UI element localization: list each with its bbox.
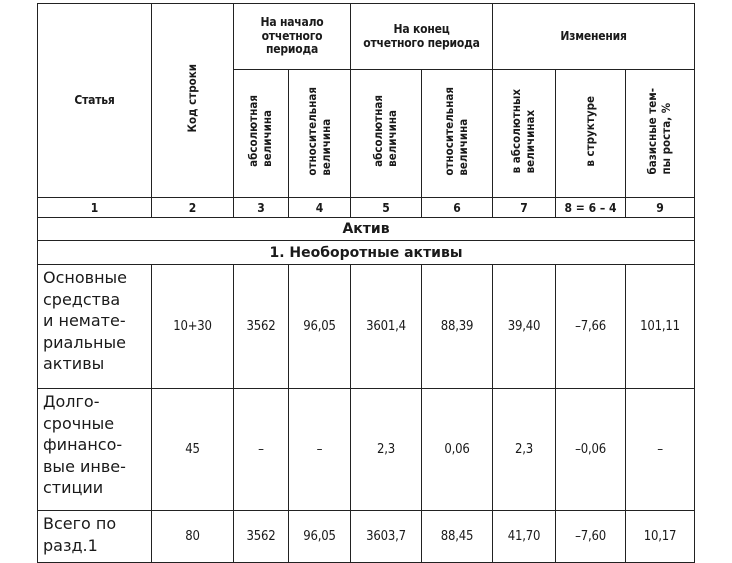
column-number: 3 [234, 198, 289, 218]
subheader-change-struct-label: в структуре [582, 95, 597, 167]
subheader-end-rel-label: относительная величина [442, 86, 471, 176]
row-item-name: Основные средства и немате- риальные активы [38, 265, 152, 389]
row-change-struct: –0,06 [556, 389, 626, 511]
row-start-rel: 96,05 [289, 511, 351, 563]
column-number: 5 [351, 198, 422, 218]
row-code: 45 [152, 389, 234, 511]
column-number: 8 = 6 – 4 [556, 198, 626, 218]
row-end-rel: 88,45 [422, 511, 493, 563]
row-end-abs: 2,3 [351, 389, 422, 511]
subheader-start-rel [289, 70, 351, 198]
subheader-start-abs [234, 70, 289, 198]
subheader-change-abs-label: в абсолютных величинах [509, 88, 538, 174]
row-end-rel: 0,06 [422, 389, 493, 511]
row-change-abs: 39,40 [493, 265, 556, 389]
row-item-name: Долго- срочные финансо- вые инве- стиции [38, 389, 152, 511]
table-row [38, 389, 695, 511]
row-end-rel: 88,39 [422, 265, 493, 389]
column-number: 7 [493, 198, 556, 218]
column-number: 6 [422, 198, 493, 218]
header-kod-stroki-label: Код строки [184, 63, 199, 133]
column-number: 9 [626, 198, 695, 218]
table-row [38, 265, 695, 389]
subheader-end-rel [422, 70, 493, 198]
header-kod-stroki [152, 4, 234, 198]
row-growth: – [626, 389, 695, 511]
row-change-abs: 41,70 [493, 511, 556, 563]
row-item-name: Всего по разд.1 [38, 511, 152, 563]
subheader-start-abs-label: абсолютная величина [246, 95, 274, 167]
section-assets: Актив [38, 218, 695, 241]
column-number: 1 [38, 198, 152, 218]
row-code: 80 [152, 511, 234, 563]
row-start-rel: 96,05 [289, 265, 351, 389]
subheader-growth-label: базисные тем- пы роста, % [645, 87, 674, 175]
row-end-abs: 3601,4 [351, 265, 422, 389]
column-number: 4 [289, 198, 351, 218]
row-code: 10+30 [152, 265, 234, 389]
subheader-change-struct [556, 70, 626, 198]
column-number: 2 [152, 198, 234, 218]
row-change-struct: –7,60 [556, 511, 626, 563]
table-row [38, 511, 695, 563]
row-change-abs: 2,3 [493, 389, 556, 511]
balance-table [37, 3, 695, 563]
header-statya: Статья [38, 4, 152, 198]
subheader-growth [626, 70, 695, 198]
subheader-change-abs [493, 70, 556, 198]
row-start-abs: 3562 [234, 511, 289, 563]
subheader-end-abs [351, 70, 422, 198]
subheader-end-abs-label: абсолютная величина [371, 95, 400, 167]
row-end-abs: 3603,7 [351, 511, 422, 563]
header-group-end: На конец отчетного периода [351, 4, 493, 70]
row-start-abs: 3562 [234, 265, 289, 389]
row-change-struct: –7,66 [556, 265, 626, 389]
row-start-abs: – [234, 389, 289, 511]
subheader-start-rel-label: относительная величина [304, 86, 333, 176]
header-group-change: Изменения [493, 4, 695, 70]
header-group-start: На начало отчетного периода [234, 4, 351, 70]
row-growth: 10,17 [626, 511, 695, 563]
row-growth: 101,11 [626, 265, 695, 389]
column-number-row [38, 198, 695, 218]
section-noncurrent-assets: 1. Необоротные активы [38, 241, 695, 265]
row-start-rel: – [289, 389, 351, 511]
